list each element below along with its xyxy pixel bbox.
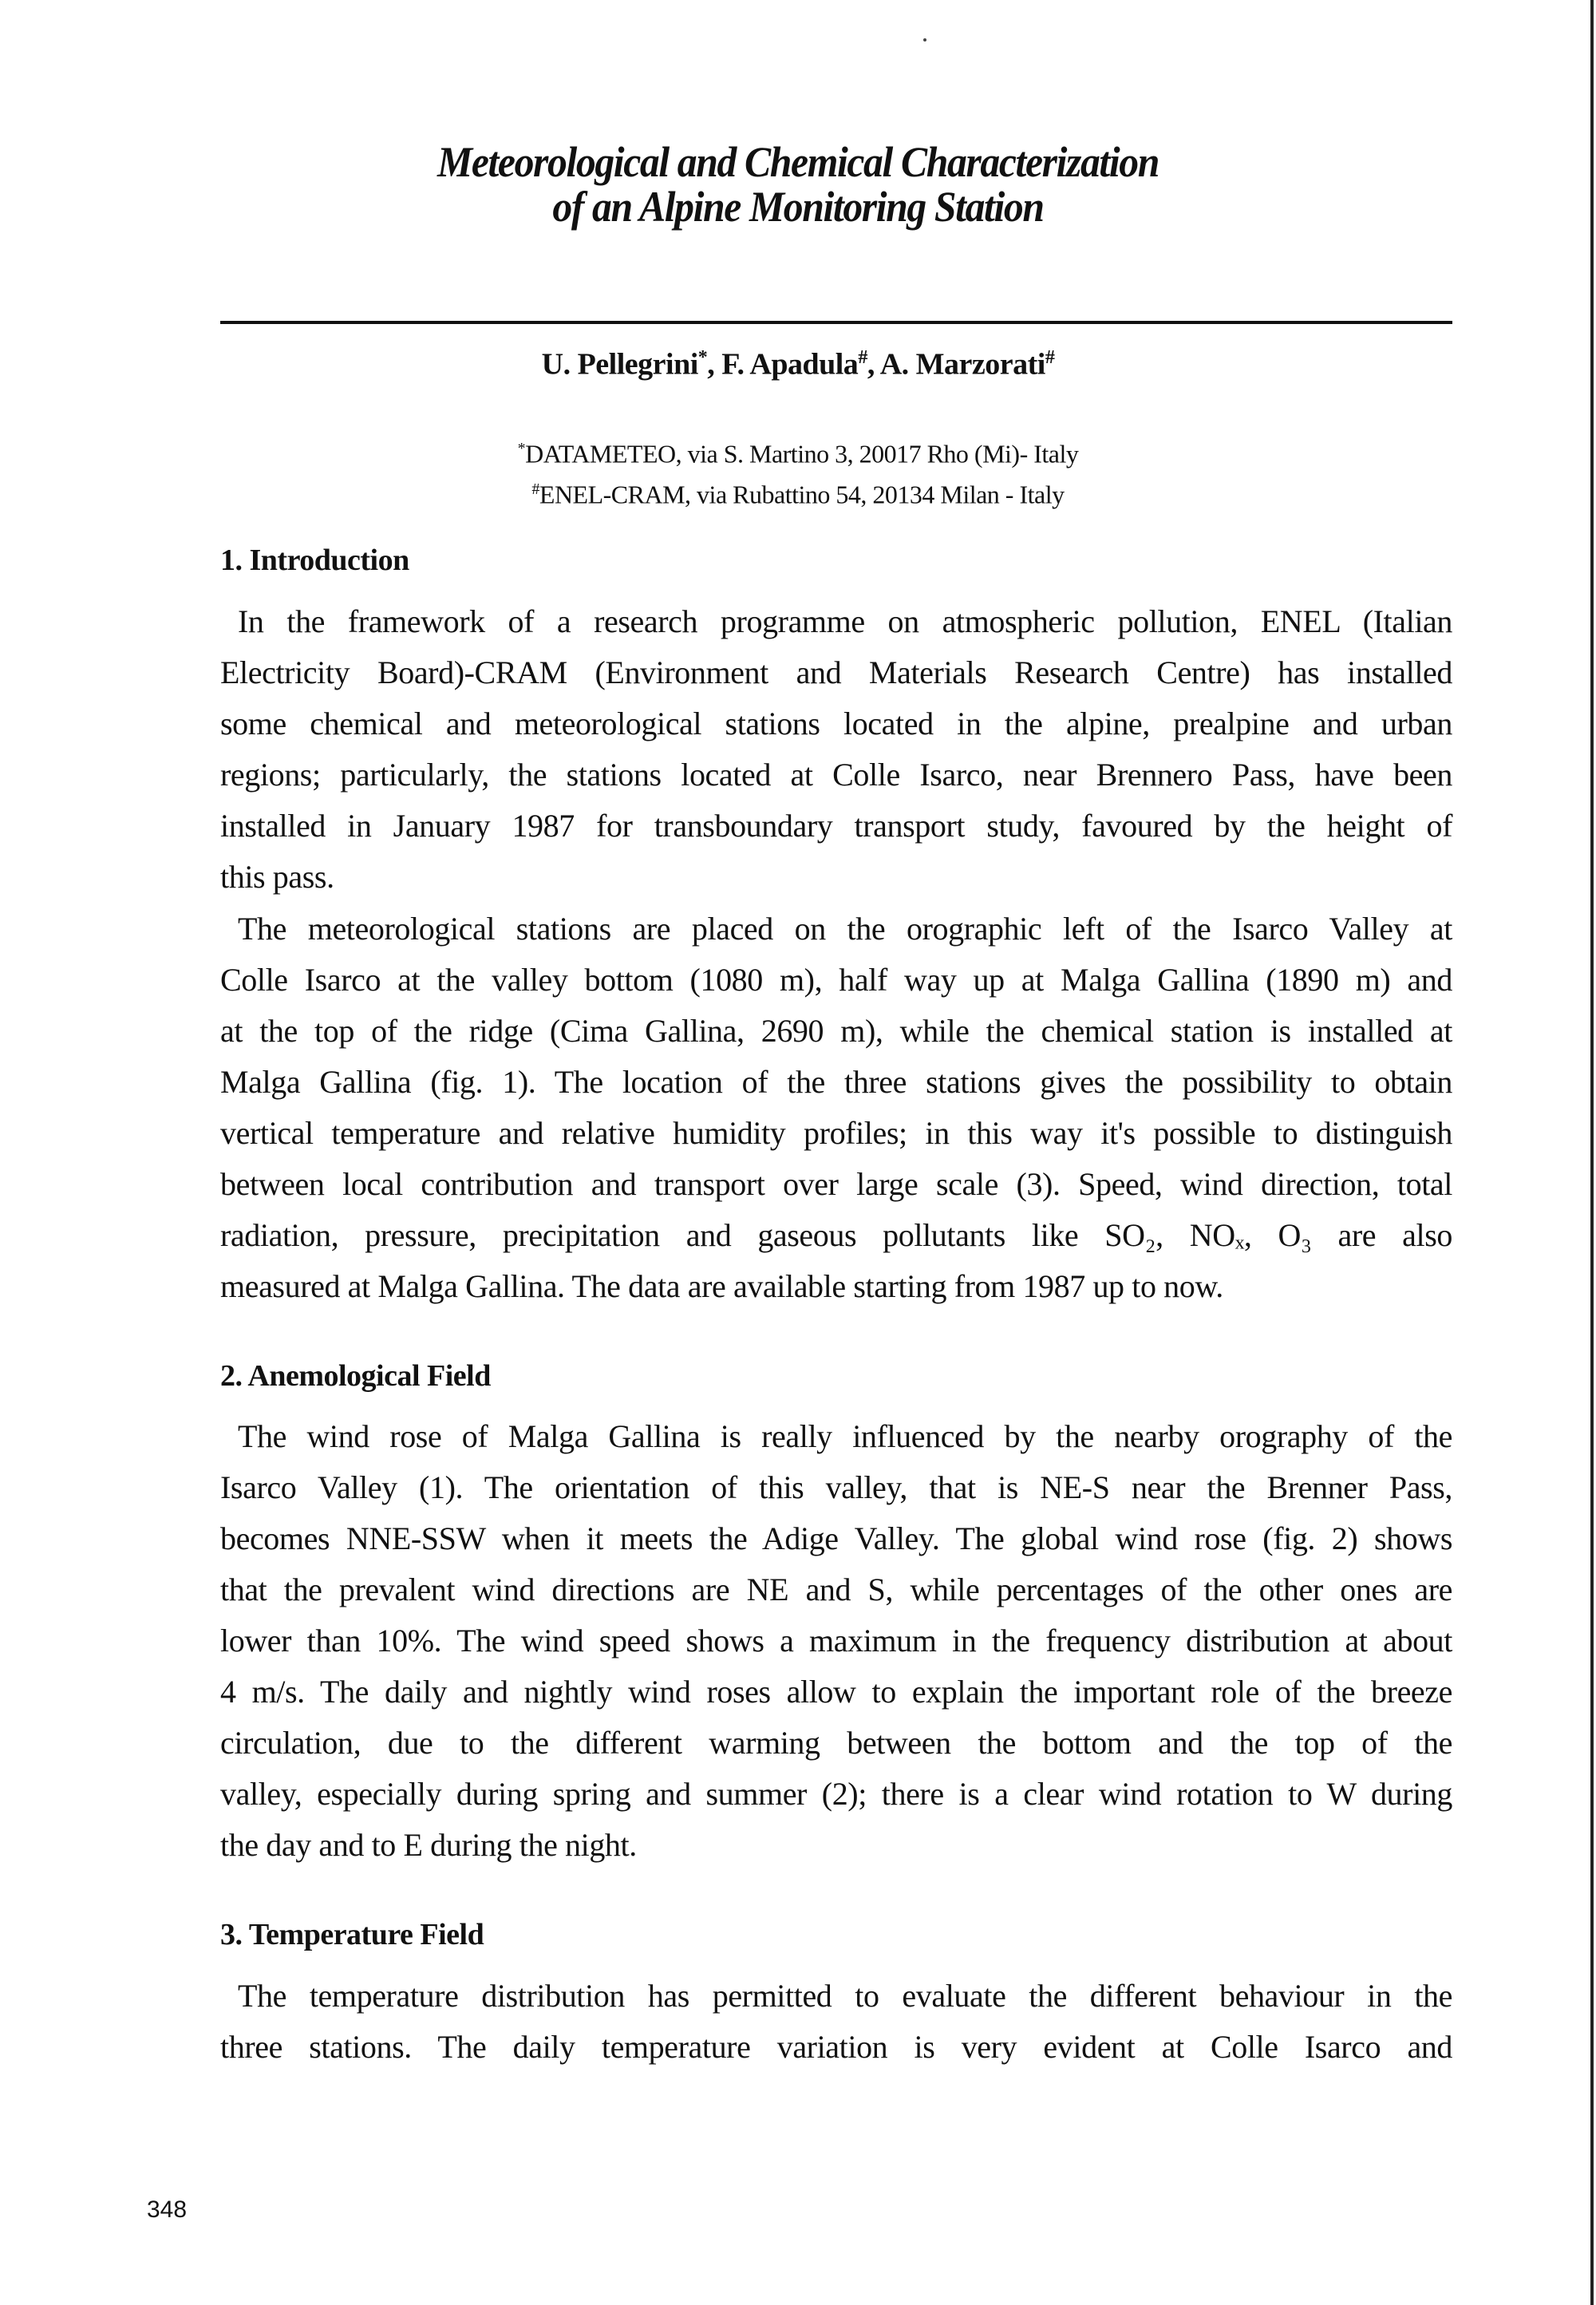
title-rule [220,321,1452,324]
text-line: In the framework of a research programme on atmospheric pollution, ENEL (Italian [238,603,1452,639]
affiliation-text: DATAMETEO, via S. Martino 3, 20017 Rho (Mi)- Italy [525,439,1079,469]
page-number: 348 [147,2196,188,2223]
paper-title-line-1: Meteorological and Chemical Characterization [437,138,1159,186]
text-line: The temperature distribution has permitted to evaluate the different behaviour in the [238,1978,1452,2014]
author-mark: * [697,347,708,368]
author-name: A. Marzorati [879,347,1045,382]
paragraph [220,596,1452,903]
affiliation-mark: * [517,440,526,457]
text-line: Malga Gallina (fig. 1). The location of the three stations gives the possibility to obtain [220,1064,1452,1100]
section-heading: 1. Introduction [220,544,409,577]
text-line: Isarco Valley (1). The orientation of this valley, that is NE-S near the Brenner Pass, [220,1469,1452,1505]
text-line: that the prevalent wind directions are NE and S, while percentages of the other ones are [220,1572,1452,1607]
text-line: at the top of the ridge (Cima Gallina, 2690 m), while the chemical station is installed at [220,1013,1452,1049]
text-line: 4 m/s. The daily and nightly wind roses allow to explain the important role of the breeze [220,1674,1452,1710]
text-line: three stations. The daily temperature variation is very evident at Colle Isarco and [220,2029,1452,2065]
text-line: regions; particularly, the stations located at Colle Isarco, near Brennero Pass, have been [220,757,1452,793]
text-line: valley, especially during spring and summer (2); there is a clear wind rotation to W during [220,1776,1452,1812]
affiliation [0,433,1596,470]
affiliation [0,473,1596,511]
author-list: U. Pellegrini*, F. Apadula#, A. Marzorati# [541,347,1055,382]
text-line: circulation, due to the different warming between the bottom and the top of the [220,1725,1452,1761]
paragraph [220,1411,1452,1871]
text-line: Electricity Board)-CRAM (Environment and Materials Research Centre) has installed [220,654,1452,690]
text-line: this pass. [220,859,334,895]
affiliation-text: ENEL-CRAM, via Rubattino 54, 20134 Milan - Italy [539,480,1065,509]
text-line: the day and to E during the night. [220,1827,637,1863]
paragraph [220,1971,1452,2073]
text-line: vertical temperature and relative humidity profiles; in this way it's possible to distinguish [220,1115,1452,1151]
affiliation-mark: # [531,480,539,498]
author-name: U. Pellegrini [541,347,698,382]
author-mark: # [1045,347,1055,368]
section-heading: 3. Temperature Field [220,1918,484,1951]
author-mark: # [858,347,867,368]
author-name: F. Apadula [721,347,859,382]
scan-speck [923,38,926,42]
text-line: The wind rose of Malga Gallina is really influenced by the nearby orography of the [238,1418,1452,1454]
text-line: becomes NNE-SSW when it meets the Adige Valley. The global wind rose (fig. 2) shows [220,1520,1452,1556]
text-line: some chemical and meteorological stations located in the alpine, prealpine and urban [220,706,1452,741]
text-line: The meteorological stations are placed on the orographic left of the Isarco Valley at [238,911,1452,947]
text-line: measured at Malga Gallina. The data are available starting from 1987 up to now. [220,1268,1223,1304]
paper-title-line-2: of an Alpine Monitoring Station [552,183,1044,231]
paragraph [220,903,1452,1312]
text-line: between local contribution and transport over large scale (3). Speed, wind direction, total [220,1166,1452,1202]
text-line: radiation, pressure, precipitation and gaseous pollutants like SO₂, NOₓ, O₃ are also [220,1217,1452,1253]
section-heading: 2. Anemological Field [220,1359,491,1393]
text-line: installed in January 1987 for transboundary transport study, favoured by the height of [220,808,1452,844]
text-line: Colle Isarco at the valley bottom (1080 m), half way up at Malga Gallina (1890 m) and [220,962,1452,998]
text-line: lower than 10%. The wind speed shows a maximum in the frequency distribution at about [220,1623,1452,1659]
